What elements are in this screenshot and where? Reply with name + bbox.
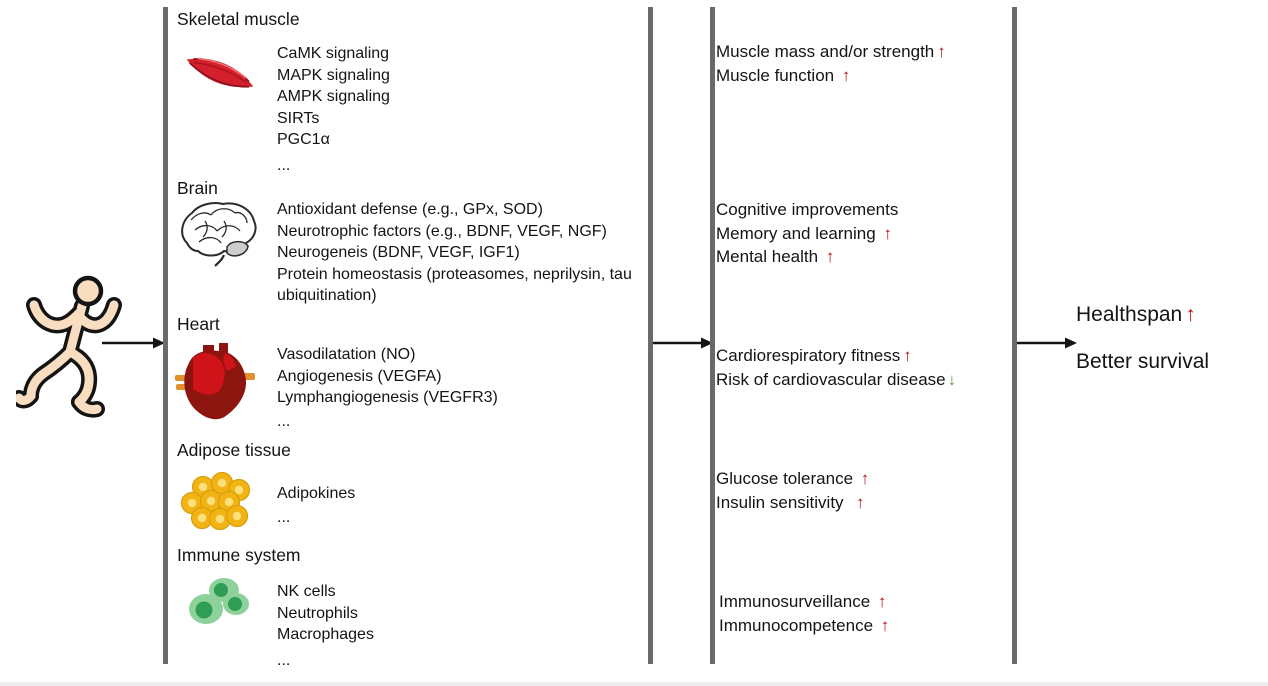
- item-line: Neurotrophic factors (e.g., BDNF, VEGF, NGF): [277, 222, 607, 240]
- section-items-brain: [277, 199, 645, 307]
- item-line: Macrophages: [277, 626, 374, 643]
- section-heading-heart: Heart: [177, 314, 220, 334]
- item-line: Lymphangiogenesis (VEGFR3): [277, 389, 498, 406]
- divider-bar-mid-left: [648, 7, 653, 664]
- item-line-ellipsis: ...: [277, 509, 291, 526]
- outcome-line: Muscle function ↑: [716, 65, 851, 85]
- up-arrow-icon: ↑: [825, 247, 835, 266]
- divider-bar-right: [1012, 7, 1017, 664]
- item-line: Neurogeneis (BDNF, VEGF, IGF1): [277, 244, 520, 261]
- better-survival-line: Better survival: [1076, 350, 1210, 373]
- organs-to-outcomes-arrow: [650, 335, 714, 351]
- healthspan-line: Healthspan ↑: [1076, 303, 1196, 326]
- item-line: PGC1α: [277, 131, 330, 148]
- outcome-group-heart: [716, 344, 956, 391]
- section-items-heart: [277, 344, 498, 432]
- section-heading-adipose: Adipose tissue: [177, 440, 291, 460]
- outcomes-to-healthspan-arrow: [1014, 335, 1078, 351]
- outcome-line: Immunocompetence ↑: [719, 615, 890, 635]
- section-heading-skeletal-muscle: Skeletal muscle: [177, 9, 300, 29]
- item-line: Neutrophils: [277, 604, 358, 622]
- section-items-skeletal-muscle: [277, 43, 390, 176]
- section-heading-immune: Immune system: [177, 545, 301, 565]
- item-line: SIRTs: [277, 109, 320, 127]
- divider-bar-mid-right: [710, 7, 715, 664]
- item-line-ellipsis: ...: [277, 412, 291, 430]
- outcome-group-muscle: [716, 40, 946, 87]
- heart-icon: [173, 337, 257, 423]
- up-arrow-icon: ↑: [856, 492, 865, 512]
- item-line: Vasodilatation (NO): [277, 346, 416, 363]
- outcome-group-adipose: [716, 467, 869, 514]
- outcome-line: Cognitive improvements: [716, 200, 899, 219]
- item-line-ellipsis: ...: [277, 156, 291, 174]
- exercise-to-organs-arrow: [102, 335, 166, 351]
- section-items-immune: [277, 581, 374, 671]
- item-line: Protein homeostasis (proteasomes, neprilysin, tau ubiquitination): [277, 265, 632, 304]
- down-arrow-icon: ↓: [947, 369, 957, 389]
- up-arrow-icon: ↑: [860, 469, 870, 488]
- up-arrow-icon: ↑: [880, 615, 890, 635]
- divider-bar-left: [163, 7, 168, 664]
- section-heading-brain: Brain: [177, 178, 218, 198]
- item-line: Adipokines: [277, 485, 356, 502]
- outcome-line: Risk of cardiovascular disease ↓: [716, 369, 957, 389]
- outcome-line: Memory and learning ↑: [716, 223, 892, 243]
- outcome-group-brain: [716, 198, 901, 269]
- outcome-line: Muscle mass and/or strength ↑: [716, 42, 946, 61]
- up-arrow-icon: ↑: [937, 42, 946, 61]
- outcome-line: Cardiorespiratory fitness ↑: [716, 346, 912, 365]
- up-arrow-icon: ↑: [841, 65, 851, 85]
- adipose-icon: [179, 471, 259, 533]
- muscle-icon: [182, 44, 258, 102]
- outcome-line: Insulin sensitivity ↑: [716, 492, 865, 512]
- outcome-group-immune: [719, 590, 889, 637]
- item-line: MAPK signaling: [277, 66, 390, 84]
- brain-icon: [177, 199, 261, 269]
- outcome-line: Immunosurveillance ↑: [719, 592, 887, 611]
- item-line: NK cells: [277, 583, 336, 600]
- item-line: AMPK signaling: [277, 88, 390, 105]
- up-arrow-icon: ↑: [883, 223, 892, 243]
- up-arrow-icon: ↑: [877, 592, 887, 611]
- up-arrow-icon: ↑: [903, 346, 912, 365]
- outcome-line: Mental health ↑: [716, 247, 835, 266]
- item-line-ellipsis: ...: [277, 651, 291, 669]
- outcome-line: Glucose tolerance ↑: [716, 469, 870, 488]
- item-line: CaMK signaling: [277, 45, 390, 62]
- section-items-adipose: [277, 482, 355, 530]
- immune-cells-icon: [187, 576, 251, 626]
- item-line: Antioxidant defense (e.g., GPx, SOD): [277, 201, 543, 218]
- item-line: Angiogenesis (VEGFA): [277, 367, 442, 385]
- up-arrow-icon: ↑: [1185, 303, 1196, 326]
